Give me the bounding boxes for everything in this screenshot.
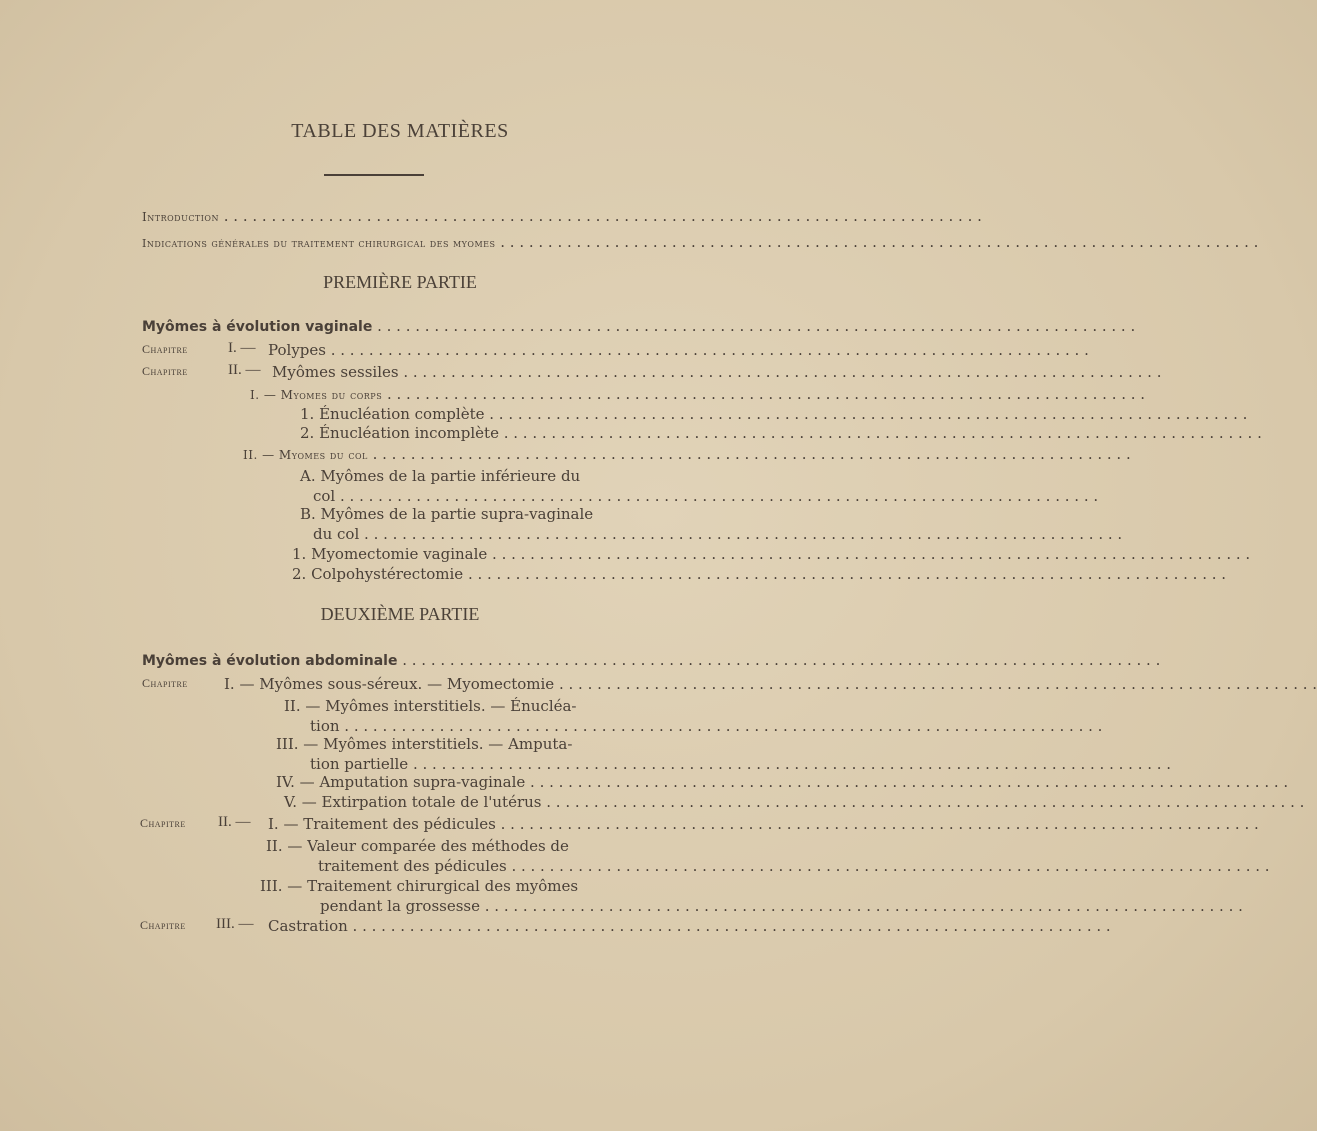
leader-dots [463,565,1226,583]
leader-dots [485,405,1248,423]
part2-heading-label: Myômes à évolution abdominale [142,653,398,669]
part2-c1-i [224,674,556,694]
toc-indications-label: Indications générales du traitement chirurgical des myomes [142,237,496,250]
toc-intro [142,206,556,226]
part1-s2b1 [300,504,594,524]
leader-dots [496,815,1259,833]
part1-title: PREMIÈRE PARTIE [323,272,477,292]
leader-dots [382,385,1145,403]
leader-dots [219,207,982,225]
part2-c1-iv-label: IV. — Amputation supra-vaginale [276,773,526,791]
part2-c1-v [284,792,556,812]
part1-s1b [300,423,556,443]
title-rule [324,174,424,176]
part1-s2a1 [300,466,581,486]
leader-dots [335,487,1098,505]
part1-chapitre2-num: II. — [228,362,261,378]
part1-s2a1-label: A. Myômes de la partie inférieure du [300,467,581,485]
part2-title: DEUXIÈME PARTIE [320,604,480,624]
part2-c2-i-label: I. — Traitement des pédicules [268,815,496,833]
leader-dots [348,917,1111,935]
part1-chapitre1-label: Chapitre [142,342,188,356]
part1-heading-label: Myômes à évolution vaginale [142,319,373,335]
part2-c1-ii2-label: tion [310,717,340,735]
part1-chapitre2-label: Chapitre [142,364,188,378]
part2-c2-iii1-label: III. — Traitement chirurgical des myômes [260,877,579,895]
leader-dots [499,424,1262,442]
page-title: TABLE DES MATIÈRES [291,120,509,142]
part2-c2-iii2-label: pendant la grossesse [320,897,480,915]
part1-chapitre1-num: I. — [228,340,256,356]
part2-c2-i [268,814,556,834]
part1-chapitre1 [268,340,556,360]
leader-dots [368,445,1131,463]
part2-c2-iii2 [320,896,552,916]
part1-s2d [292,564,556,584]
part1-s2c [292,544,556,564]
part1-s2 [243,444,556,464]
part2-c2-ii2-label: traitement des pédicules [318,857,507,875]
part1-s2a2-label: col [313,487,336,505]
part2-c1-label: Chapitre [142,676,188,690]
part2-c2-ii1-label: II. — Valeur comparée des méthodes de [266,837,569,855]
leader-dots [487,545,1250,563]
part1-s2b1-label: B. Myômes de la partie supra-vaginale [300,505,594,523]
leader-dots [541,793,1304,811]
part2-c1-ii1-label: II. — Myômes interstitiels. — Énucléa- [284,697,577,715]
part1-s2b2 [313,524,556,544]
part2-c3-text: Castration [268,917,348,935]
leader-dots [554,675,1317,693]
part1-heading [142,316,556,336]
part1-chapitre2-text: Myômes sessiles [272,363,399,381]
part2-c3-num: III. — [216,916,254,932]
part2-c1-ii1 [284,696,577,716]
part1-s1 [250,384,556,404]
part1-s2c-label: 1. Myomectomie vaginale [292,545,488,563]
leader-dots [372,317,1135,335]
part1-s1b-label: 2. Énucléation incomplète [300,424,499,442]
part2-c3-label: Chapitre [140,918,186,932]
part2-c1-ii2 [310,716,556,736]
leader-dots [340,717,1103,735]
part1-s1a [300,404,556,424]
part2-c1-iii1-label: III. — Myômes interstitiels. — Amputa- [276,735,573,753]
leader-dots [408,755,1171,773]
leader-dots [480,897,1243,915]
part2-c3 [268,916,556,936]
leader-dots [525,773,1288,791]
leader-dots [399,363,1162,381]
part2-heading [142,650,556,670]
part2-c1-i-label: I. — Myômes sous-séreux. — Myomectomie [224,675,555,693]
part2-c2-ii2 [318,856,556,876]
leader-dots [495,233,1258,251]
part1-chapitre1-text: Polypes [268,341,326,359]
part1-s2b2-label: du col [313,525,360,543]
part1-chapitre2 [272,362,556,382]
part1-s1-label: I. — Myomes du corps [250,388,383,402]
part1-s1a-label: 1. Énucléation complète [300,405,485,423]
part2-c1-v-label: V. — Extirpation totale de l'utérus [284,793,542,811]
leader-dots [359,525,1122,543]
toc-intro-label: Introduction [142,210,219,224]
part2-c2-ii1 [266,836,569,856]
toc-indications [142,232,556,252]
part1-s2d-label: 2. Colpohystérectomie [292,565,464,583]
leader-dots [507,857,1270,875]
part2-c2-num: II. — [218,814,251,830]
part2-c1-iv [276,772,556,792]
part2-c2-label: Chapitre [140,816,186,830]
part1-s2-label: II. — Myomes du col [243,448,368,462]
leader-dots [326,341,1089,359]
part2-c1-iii2 [310,754,556,774]
part2-c1-iii1 [276,734,573,754]
leader-dots [397,651,1160,669]
part2-c2-iii1 [260,876,579,896]
part2-c1-iii2-label: tion partielle [310,755,409,773]
part1-s2a2 [313,486,556,506]
